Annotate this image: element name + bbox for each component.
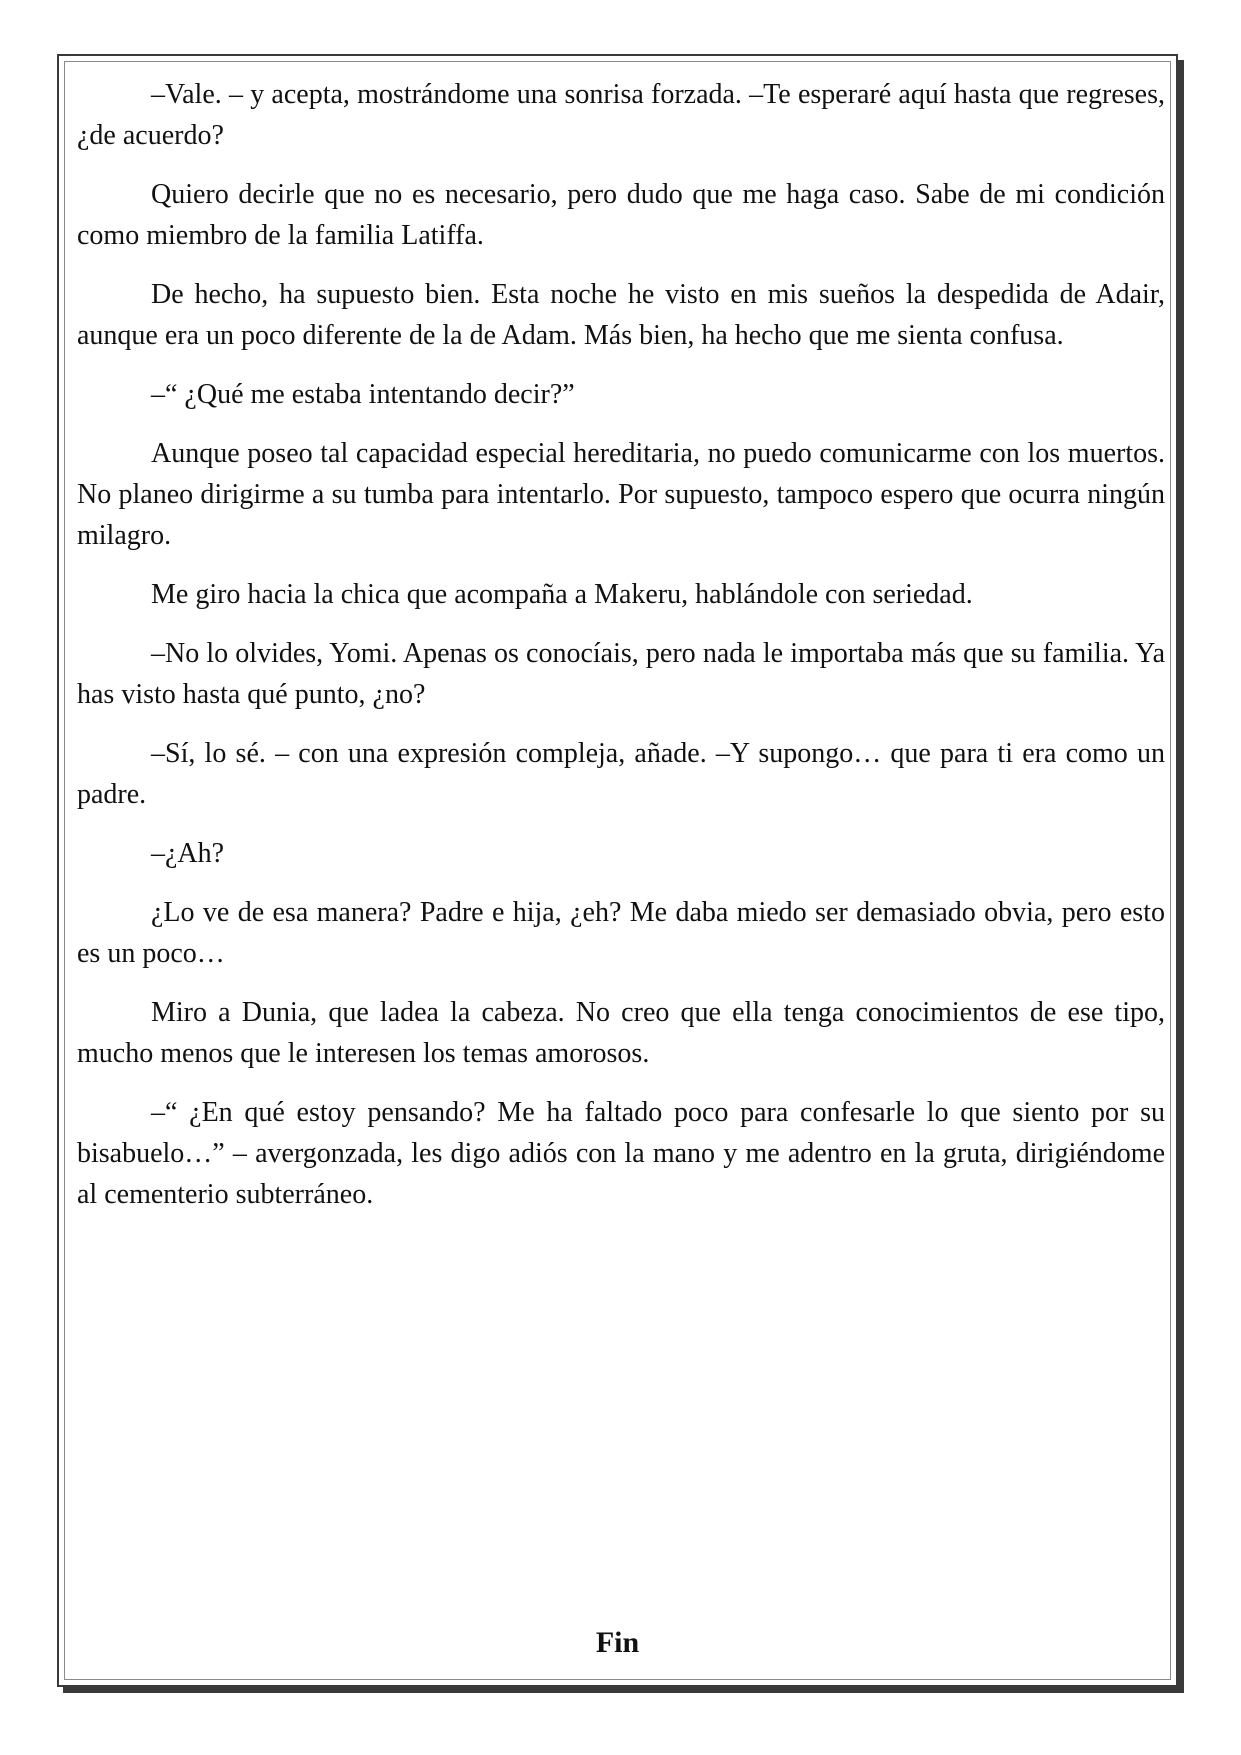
paragraph-8: –Sí, lo sé. – con una expresión compleja, añade. –Y supongo… que para ti era como un padre. — [77, 738, 1165, 810]
paragraph-2: Quiero decirle que no es necesario, pero dudo que me haga caso. Sabe de mi condición como miembro de la familia Latiffa. — [77, 179, 1165, 251]
paragraph-9: –¿Ah? — [151, 838, 225, 869]
paragraph-5: Aunque poseo tal capacidad especial hereditaria, no puedo comunicarme con los muertos. No planeo dirigirme a su tumba para intentarlo. Por supuesto, tampoco espero que ocurra ningún milagro. — [77, 438, 1165, 551]
story-text — [77, 74, 1165, 1233]
paragraph-7: –No lo olvides, Yomi. Apenas os conocíais, pero nada le importaba más que su familia. Ya has visto hasta qué punto, ¿no? — [77, 638, 1165, 710]
paragraph-12: –“ ¿En qué estoy pensando? Me ha faltado poco para confesarle lo que siento por su bisabuelo…” – avergonzada, les digo adiós con la mano y me adentro en la gruta, dirigiéndome al cementerio subterráneo. — [77, 1097, 1165, 1210]
end-mark: Fin — [595, 1626, 640, 1659]
paragraph-4: –“ ¿Qué me estaba intentando decir?” — [151, 379, 575, 410]
paragraph-1: –Vale. – y acepta, mostrándome una sonrisa forzada. –Te esperaré aquí hasta que regreses, ¿de acuerdo? — [77, 79, 1165, 151]
paragraph-3: De hecho, ha supuesto bien. Esta noche he visto en mis sueños la despedida de Adair, aunque era un poco diferente de la de Adam. Más bien, ha hecho que me sienta confusa. — [77, 279, 1165, 351]
paragraph-6: Me giro hacia la chica que acompaña a Makeru, hablándole con seriedad. — [151, 579, 973, 610]
paragraph-11: Miro a Dunia, que ladea la cabeza. No creo que ella tenga conocimientos de ese tipo, mucho menos que le interesen los temas amorosos. — [77, 997, 1165, 1069]
paragraph-10: ¿Lo ve de esa manera? Padre e hija, ¿eh? Me daba miedo ser demasiado obvia, pero esto es un poco… — [77, 897, 1165, 969]
page-frame — [57, 54, 1178, 1687]
